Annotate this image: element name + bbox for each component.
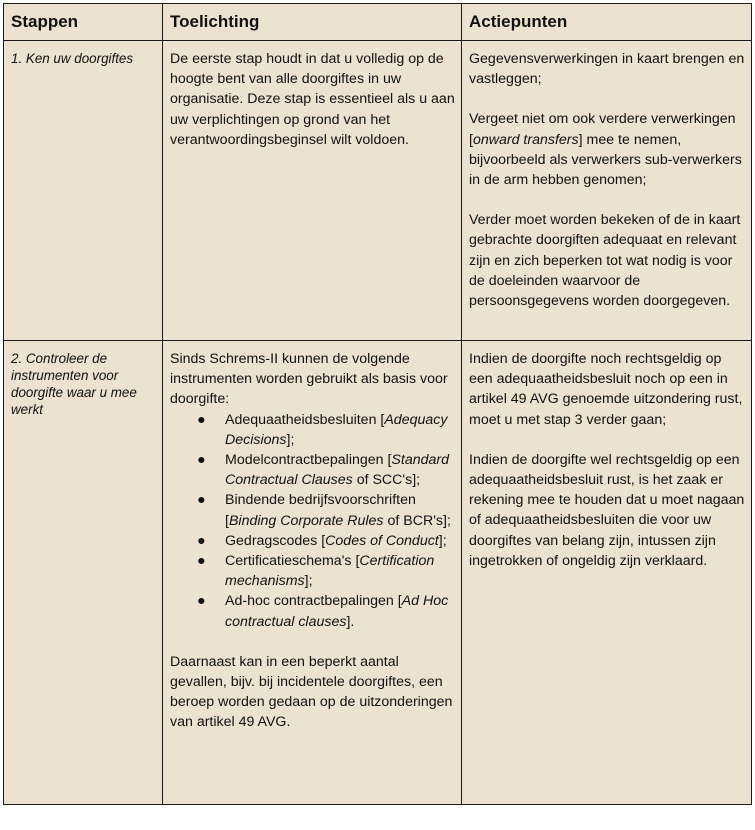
steps-table [3,3,752,805]
step-label: 1. Ken uw doorgiftes [11,51,134,66]
bullet-icon: ● [197,553,206,570]
instrument-list [170,410,455,632]
step-cell [4,341,163,805]
bullet-icon: ● [197,593,206,610]
list-item: ● Bindende bedrijfsvoorschriften [Binding Corporate Rules of BCR's]; [170,490,455,530]
bullet-icon: ● [197,411,206,428]
explanation-cell [163,41,462,341]
table-row [4,341,752,805]
explanation-text: De eerste stap houdt in dat u volledig op de hoogte bent van alle doorgiftes in uw organisatie. Deze stap is essentieel als u aan uw verplichtingen op grond van het verantwoordingsbeginsel wilt voldoen. [170,51,455,148]
column-header-actiepunten: Actiepunten [462,4,752,41]
bullet-icon: ● [197,492,206,509]
list-item: ● Modelcontractbepalingen [Standard Contractual Clauses of SCC's]; [170,450,455,490]
action-paragraph: Indien de doorgifte wel rechtsgeldig op een adequaatheidsbesluit rust, is het zaak er rekening mee te houden dat u moet nagaan of adequaatheidsbesluiten die voor uw doorgiftes van belang zijn, intussen zijn ingetrokken of ongeldig zijn verklaard. [469,451,745,569]
action-paragraph: Indien de doorgifte noch rechtsgeldig op een adequaatheidsbesluit noch op een in artikel 49 AVG genoemde uitzondering rust, moet u met stap 3 verder gaan; [469,351,743,428]
list-item: ● Adequaatheidsbesluiten [Adequacy Decisions]; [170,410,455,450]
column-header-stappen: Stappen [4,4,163,41]
action-paragraph: Vergeet niet om ook verdere verwerkingen [onward transfers] mee te nemen, bijvoorbeeld als verwerkers sub-verwerkers in de arm hebben genomen; [469,111,742,189]
actions-cell [462,41,752,341]
action-paragraph: Verder moet worden bekeken of de in kaart gebrachte doorgiften adequaat en relevant zijn en zich beperken tot wat nodig is voor de doeleinden waarvoor de persoonsgegevens worden doorgegeven. [469,212,741,310]
table-row [4,41,752,341]
step-cell [4,41,163,341]
bullet-icon: ● [197,452,206,469]
column-header-toelichting: Toelichting [163,4,462,41]
action-paragraph: Gegevensverwerkingen in kaart brengen en vastleggen; [469,51,745,88]
list-item: ● Certificatieschema's [Certification mechanisms]; [170,551,455,591]
table-header-row [4,4,752,41]
explanation-intro: Sinds Schrems-II kunnen de volgende instrumenten worden gebruikt als basis voor doorgifte: [170,351,448,408]
actions-cell [462,341,752,805]
list-item: ● Ad-hoc contractbepalingen [Ad Hoc contractual clauses]. [170,591,455,631]
bullet-icon: ● [197,532,206,549]
list-item: ● Gedragscodes [Codes of Conduct]; [170,531,455,551]
step-label: 2. Controleer de instrumenten voor doorgifte waar u mee werkt [11,351,137,417]
explanation-cell [163,341,462,805]
explanation-outro: Daarnaast kan in een beperkt aantal gevallen, bijv. bij incidentele doorgiftes, een beroep worden gedaan op de uitzonderingen van artikel 49 AVG. [170,653,453,731]
